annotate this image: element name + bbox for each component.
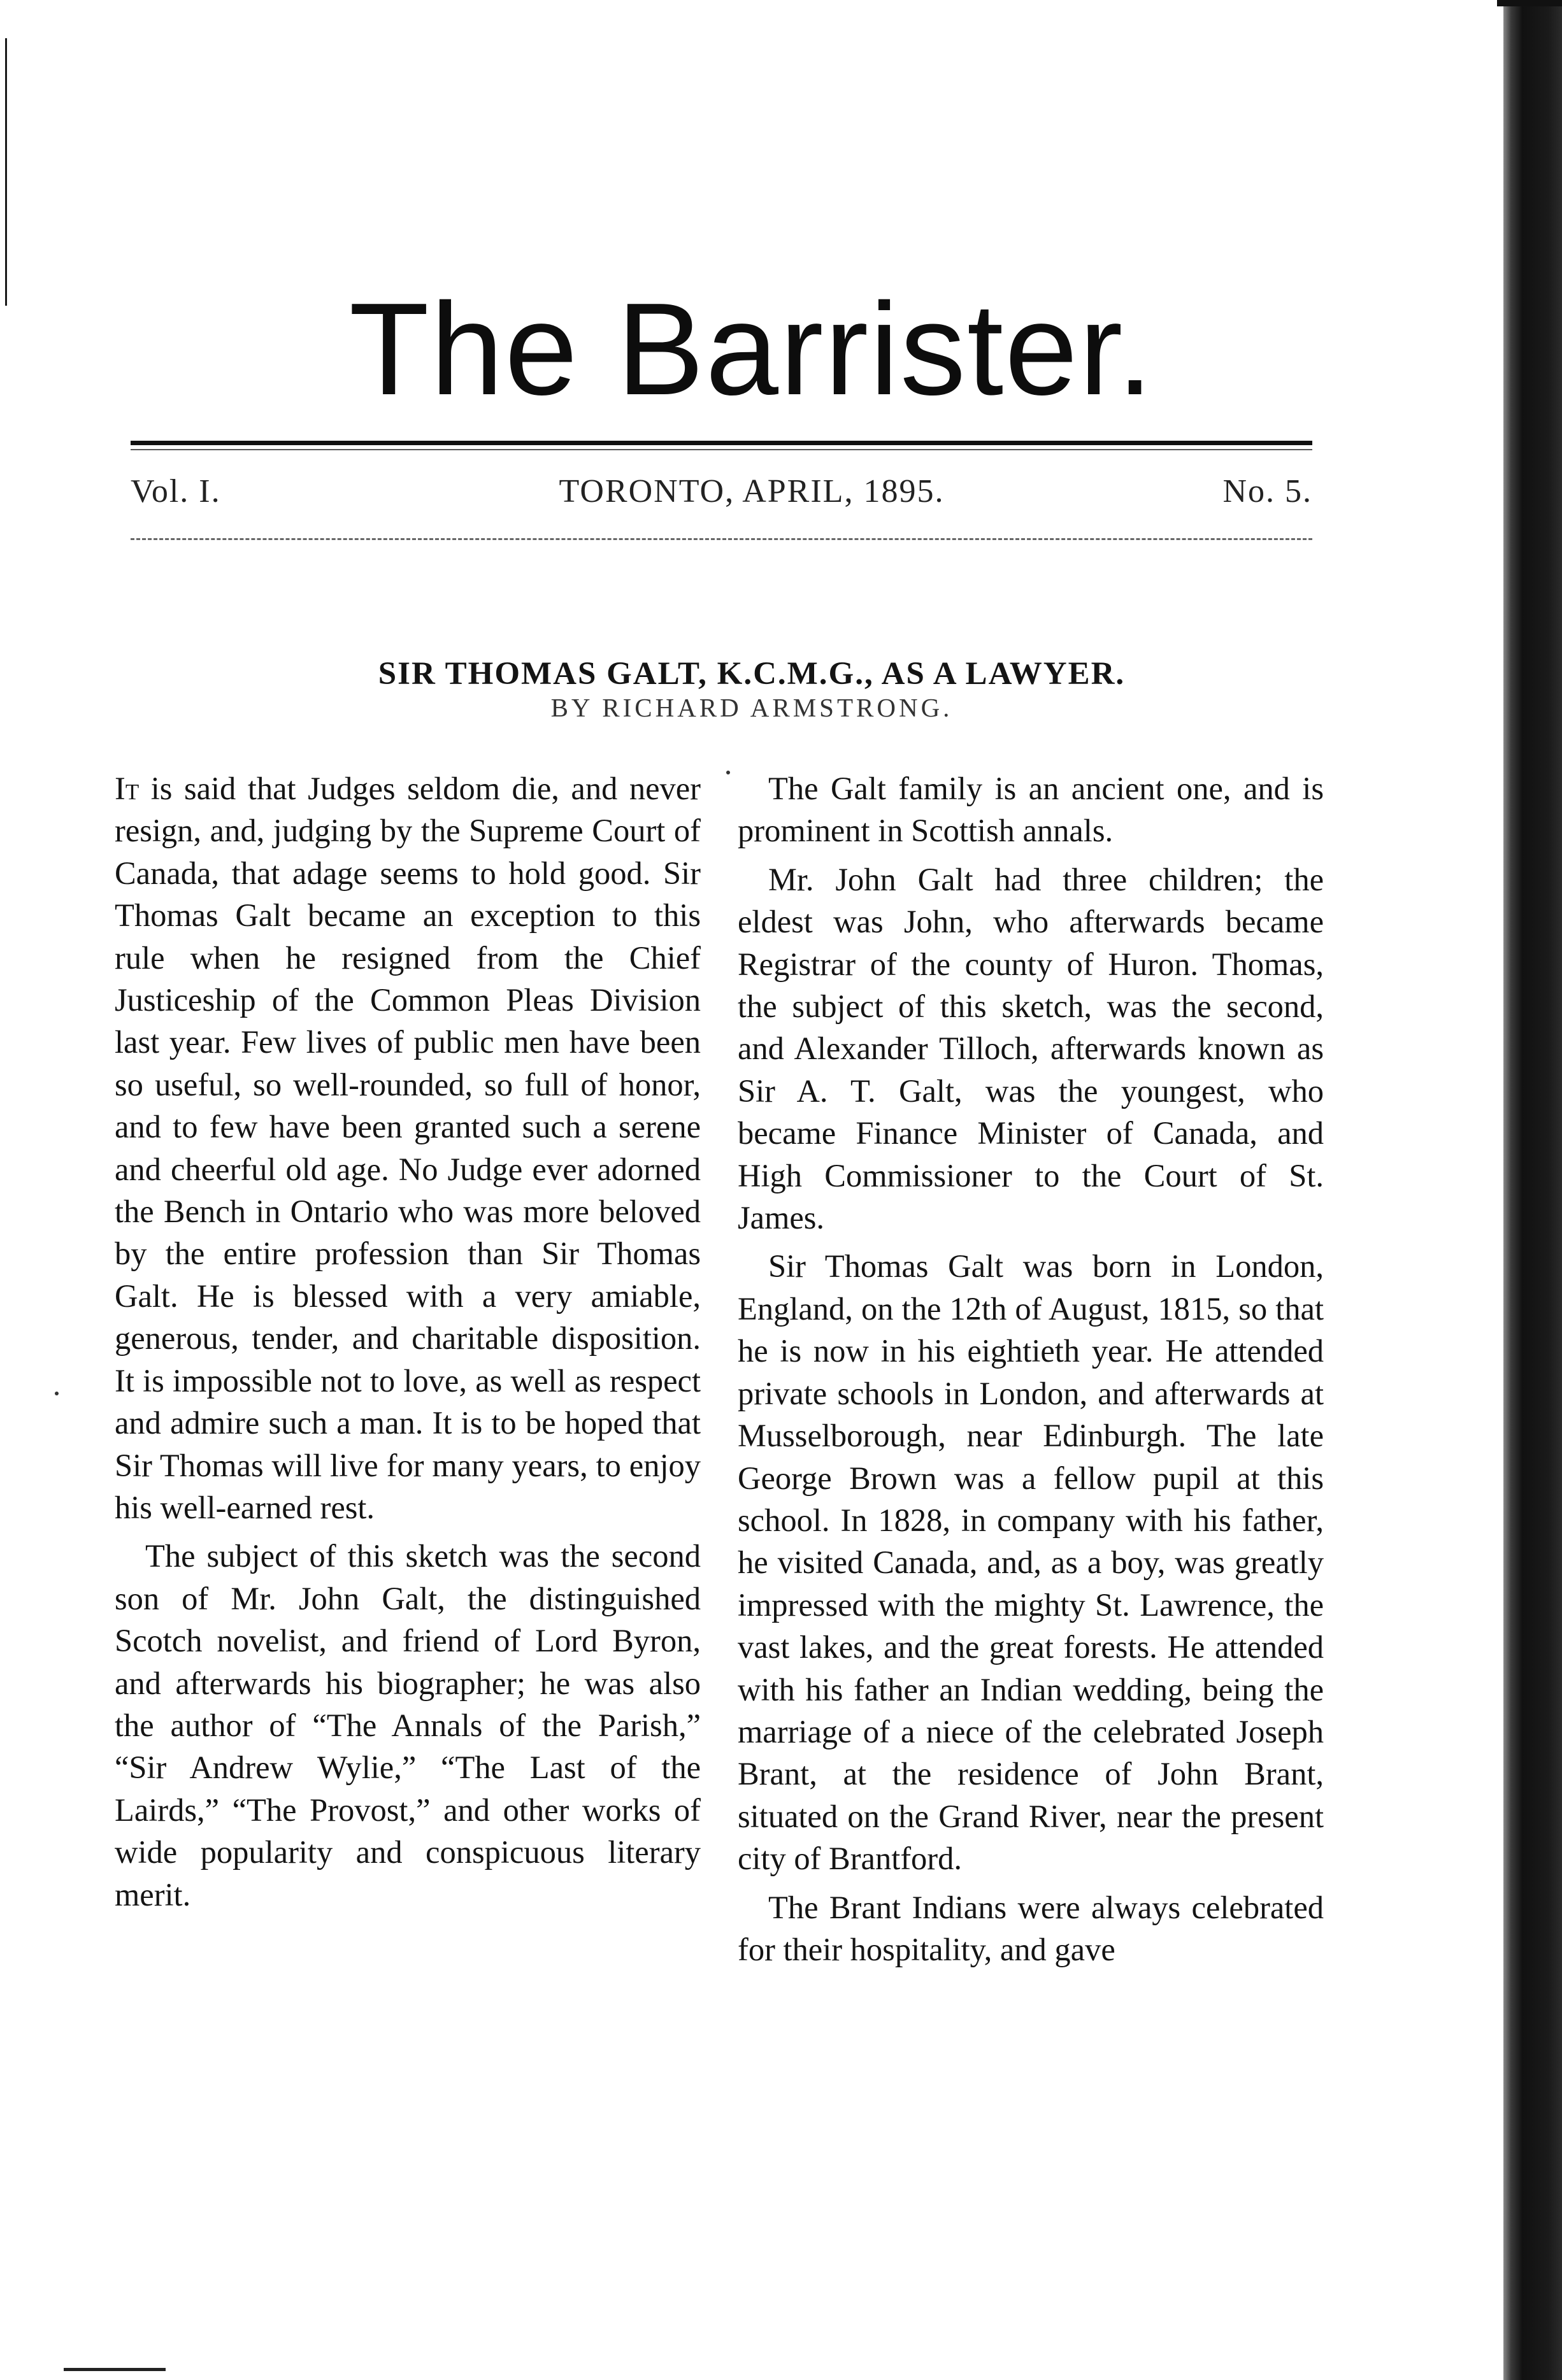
issue-volume: Vol. I. <box>131 473 221 509</box>
article-paragraph: Mr. John Galt had three children; the eldest was John, who afterwards became Registrar of the county of Huron. Thomas, the subject of this sketch, was the second, and Alexander Tilloch, afterwards known as Sir A. T. Galt, was the youngest, who became Finance Minister of Canada, and High Commissioner to the Court of St. James. <box>738 861 1324 1236</box>
article-title: SIR THOMAS GALT, K.C.M.G., AS A LAWYER. <box>378 656 1126 692</box>
lead-in-word: It <box>115 771 140 806</box>
article-column-left <box>115 767 701 1922</box>
scan-edge-mark-left <box>5 38 7 306</box>
scan-edge-mark-top <box>1497 0 1562 6</box>
newspaper-title: The Barrister. <box>348 276 1155 422</box>
masthead-rule-thin <box>131 449 1312 450</box>
print-speck <box>55 1392 59 1395</box>
masthead-rule-thick <box>131 441 1312 445</box>
article-column-right <box>738 767 1324 1977</box>
article-paragraph: The Galt family is an ancient one, and is prominent in Scottish annals. <box>738 771 1324 849</box>
article-paragraph: Sir Thomas Galt was born in London, England, on the 12th of August, 1815, so that he is now in his eightieth year. He attended private schools in London, and afterwards at Musselborough, near Edinburgh. The late George Brown was a fellow pupil at this school. In 1828, in company with his father, he visited Canada, and, as a boy, was greatly impressed with the mighty St. Lawrence, the vast lakes, and the great forests. He attended with his father an Indian wedding, being the marriage of a niece of the celebrated Joseph Brant, at the residence of John Brant, situated on the Grand River, near the present city of Brantford. <box>738 1248 1324 1877</box>
issue-dateline: TORONTO, APRIL, 1895. <box>559 473 945 509</box>
article-byline: BY RICHARD ARMSTRONG. <box>550 693 953 722</box>
paragraph-text: is said that Judges seldom die, and never resign, and, judging by the Supreme Court of Canada, that adage seems to hold good. Sir Thomas Galt became an exception to this rule when he resigned from the Chief Justiceship of the Common Pleas Division last year. Few lives of public men have been so useful, so well-rounded, so full of honor, and to few have been granted such a serene and cheerful old age. No Judge ever adorned the Bench in Ontario who was more beloved by the entire profession than Sir Thomas Galt. He is blessed with a very amiable, generous, tender, and charitable disposition. It is impossible not to love, as well as respect and admire such a man. It is to be hoped that Sir Thomas will live for many years, to enjoy his well-earned rest. <box>115 771 701 1525</box>
article-paragraph <box>115 767 701 1528</box>
issue-number: No. 5. <box>1222 473 1312 509</box>
masthead-rule-bottom <box>131 538 1312 540</box>
print-speck <box>726 771 730 774</box>
article-paragraph: The subject of this sketch was the second son of Mr. John Galt, the distinguished Scotch novelist, and friend of Lord Byron, and afterwards his biographer; he was also the author of “The Annals of the Parish,” “Sir Andrew Wylie,” “The Last of the Lairds,” “The Provost,” and other works of wide popularity and conspicuous literary merit. <box>115 1538 701 1913</box>
scan-binding-edge <box>1503 0 1562 2380</box>
scan-edge-mark-bottom <box>64 2368 166 2371</box>
article-paragraph: The Brant Indians were always celebrated for their hospitality, and gave <box>738 1889 1324 1967</box>
